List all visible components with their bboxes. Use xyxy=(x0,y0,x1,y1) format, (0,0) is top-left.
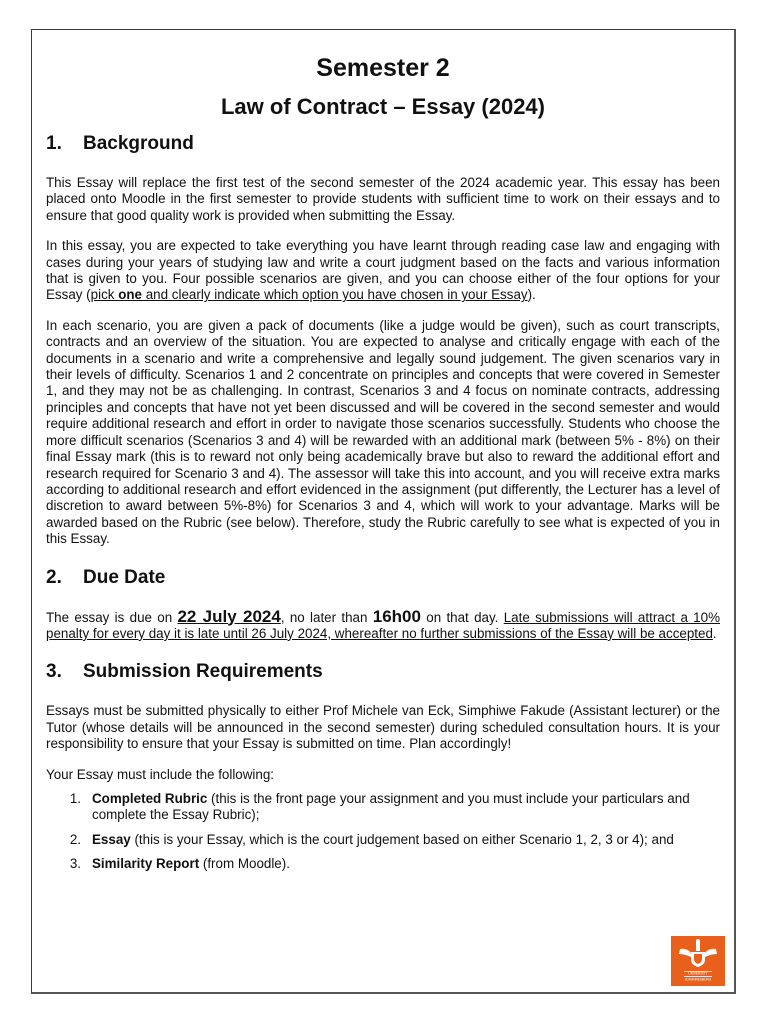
item-title: Similarity Report xyxy=(92,856,200,872)
due-time-value: 16h00 xyxy=(372,606,421,626)
due-date-value: 22 July 2024 xyxy=(177,606,281,626)
item-title: Essay xyxy=(92,831,131,847)
item-description: (this is the front page your assignment and you must include your particulars and complete the Essay Rubric); xyxy=(92,790,690,823)
section-number: 2. xyxy=(46,566,62,588)
pick-one-instruction xyxy=(91,287,528,302)
page-content xyxy=(46,30,720,881)
section-title: Due Date xyxy=(83,566,166,588)
logo-text-johannesburg: JOHANNESBURG xyxy=(684,977,712,982)
submission-paragraph-1: Essays must be submitted physically to either Prof Michele van Eck, Simphiwe Fakude (Assistant lecturer) or the Tutor (whose details will be announced in the second semester) during scheduled consultation hours. It is your responsibility to ensure that your Essay is submitted on time. Plan accordingly! xyxy=(46,703,720,752)
late-policy: Late submissions will attract a 10% penalty for every day it is late until 26 July 2024, whereafter no further submissions of the Essay will be accepted xyxy=(46,609,720,641)
list-number: 2. xyxy=(69,831,81,847)
list-number: 1. xyxy=(69,790,81,806)
item-title: Completed Rubric xyxy=(92,790,208,806)
para2-text: In this essay, you are expected to take everything you have learnt through reading case law and engaging with cases during your years of studying law and write a court judgment based on the facts and various information that is given to you. Four possible scenarios are given, and you can choose either of the four options for your Essay ( xyxy=(46,238,720,303)
document-subtitle: Law of Contract – Essay (2024) xyxy=(220,94,545,119)
section-title: Submission Requirements xyxy=(83,661,323,683)
section-heading-submission xyxy=(46,660,720,684)
document-page xyxy=(31,29,736,994)
due-text-2: , no later than xyxy=(280,609,373,625)
section-heading-due-date xyxy=(46,566,720,590)
university-of-johannesburg-logo xyxy=(671,936,725,986)
due-text-1: The essay is due on xyxy=(46,609,178,625)
item-description: (this is your Essay, which is the court judgement based on either Scenario 1, 2, 3 or 4); and xyxy=(130,831,674,847)
section-number: 1. xyxy=(46,133,62,154)
logo-text-university: UNIVERSITY xyxy=(688,971,708,976)
one-emphasis: one xyxy=(118,287,143,303)
list-item xyxy=(46,832,720,848)
indicate-text: and clearly indicate which option you have chosen in your Essay xyxy=(142,287,528,303)
item-description: (from Moodle). xyxy=(199,856,290,872)
background-paragraph-2 xyxy=(46,238,720,304)
submission-paragraph-2: Your Essay must include the following: xyxy=(46,766,275,782)
list-item xyxy=(46,791,720,824)
requirements-list xyxy=(46,791,720,873)
section-title: Background xyxy=(83,133,194,154)
university-crest-icon xyxy=(671,936,725,986)
list-number: 3. xyxy=(69,856,81,872)
document-title: Semester 2 xyxy=(316,54,450,82)
list-text xyxy=(92,791,720,824)
list-item xyxy=(46,856,720,872)
background-paragraph-3: In each scenario, you are given a pack of documents (like a judge would be given), such as court transcripts, contracts and an overview of the situation. You are expected to analyse and critically engage with each of the documents in a scenario and write a comprehensive and legally sound judgement. The given scenarios vary in their levels of difficulty. Scenarios 1 and 2 concentrate on principles and concepts that were covered in Semester 1, and they may not be as challenging. In contrast, Scenarios 3 and 4 focus on nominate contracts, addressing principles and concepts that have not yet been discussed and will be covered in the second semester and would require additional research and effort in order to navigate those scenarios successfully. Students who choose the more difficult scenarios (Scenarios 3 and 4) will be rewarded with an additional mark (between 5% - 8%) on their final Essay mark (this is to reward not only being academically brave but also to reward the additional effort and research required for Scenario 3 and 4). The assessor will take this into account, and you will receive extra marks according to additional research and effort evidenced in the assignment (put differently, the Lecturer has a level of discretion to award between 5%-8%) for Scenarios 3 and 4, which will work to your advantage. Marks will be awarded based on the Rubric (see below). Therefore, study the Rubric carefully to see what is expected of you in this Essay. xyxy=(46,317,720,547)
pick-text: pick xyxy=(90,287,119,303)
list-text xyxy=(92,832,720,848)
list-text xyxy=(92,856,720,872)
section-heading-background xyxy=(46,132,720,156)
background-paragraph-1: This Essay will replace the first test of the second semester of the 2024 academic year. This essay has been placed onto Moodle in the first semester to provide students with sufficient time to work on their essays and to ensure that good quality work is provided when submitting the Essay. xyxy=(46,175,720,223)
due-date-paragraph xyxy=(46,606,720,643)
due-text-3: on that day. xyxy=(420,609,504,625)
para2-end: ). xyxy=(527,287,536,303)
due-text-4: . xyxy=(712,625,717,641)
section-number: 3. xyxy=(46,661,62,683)
